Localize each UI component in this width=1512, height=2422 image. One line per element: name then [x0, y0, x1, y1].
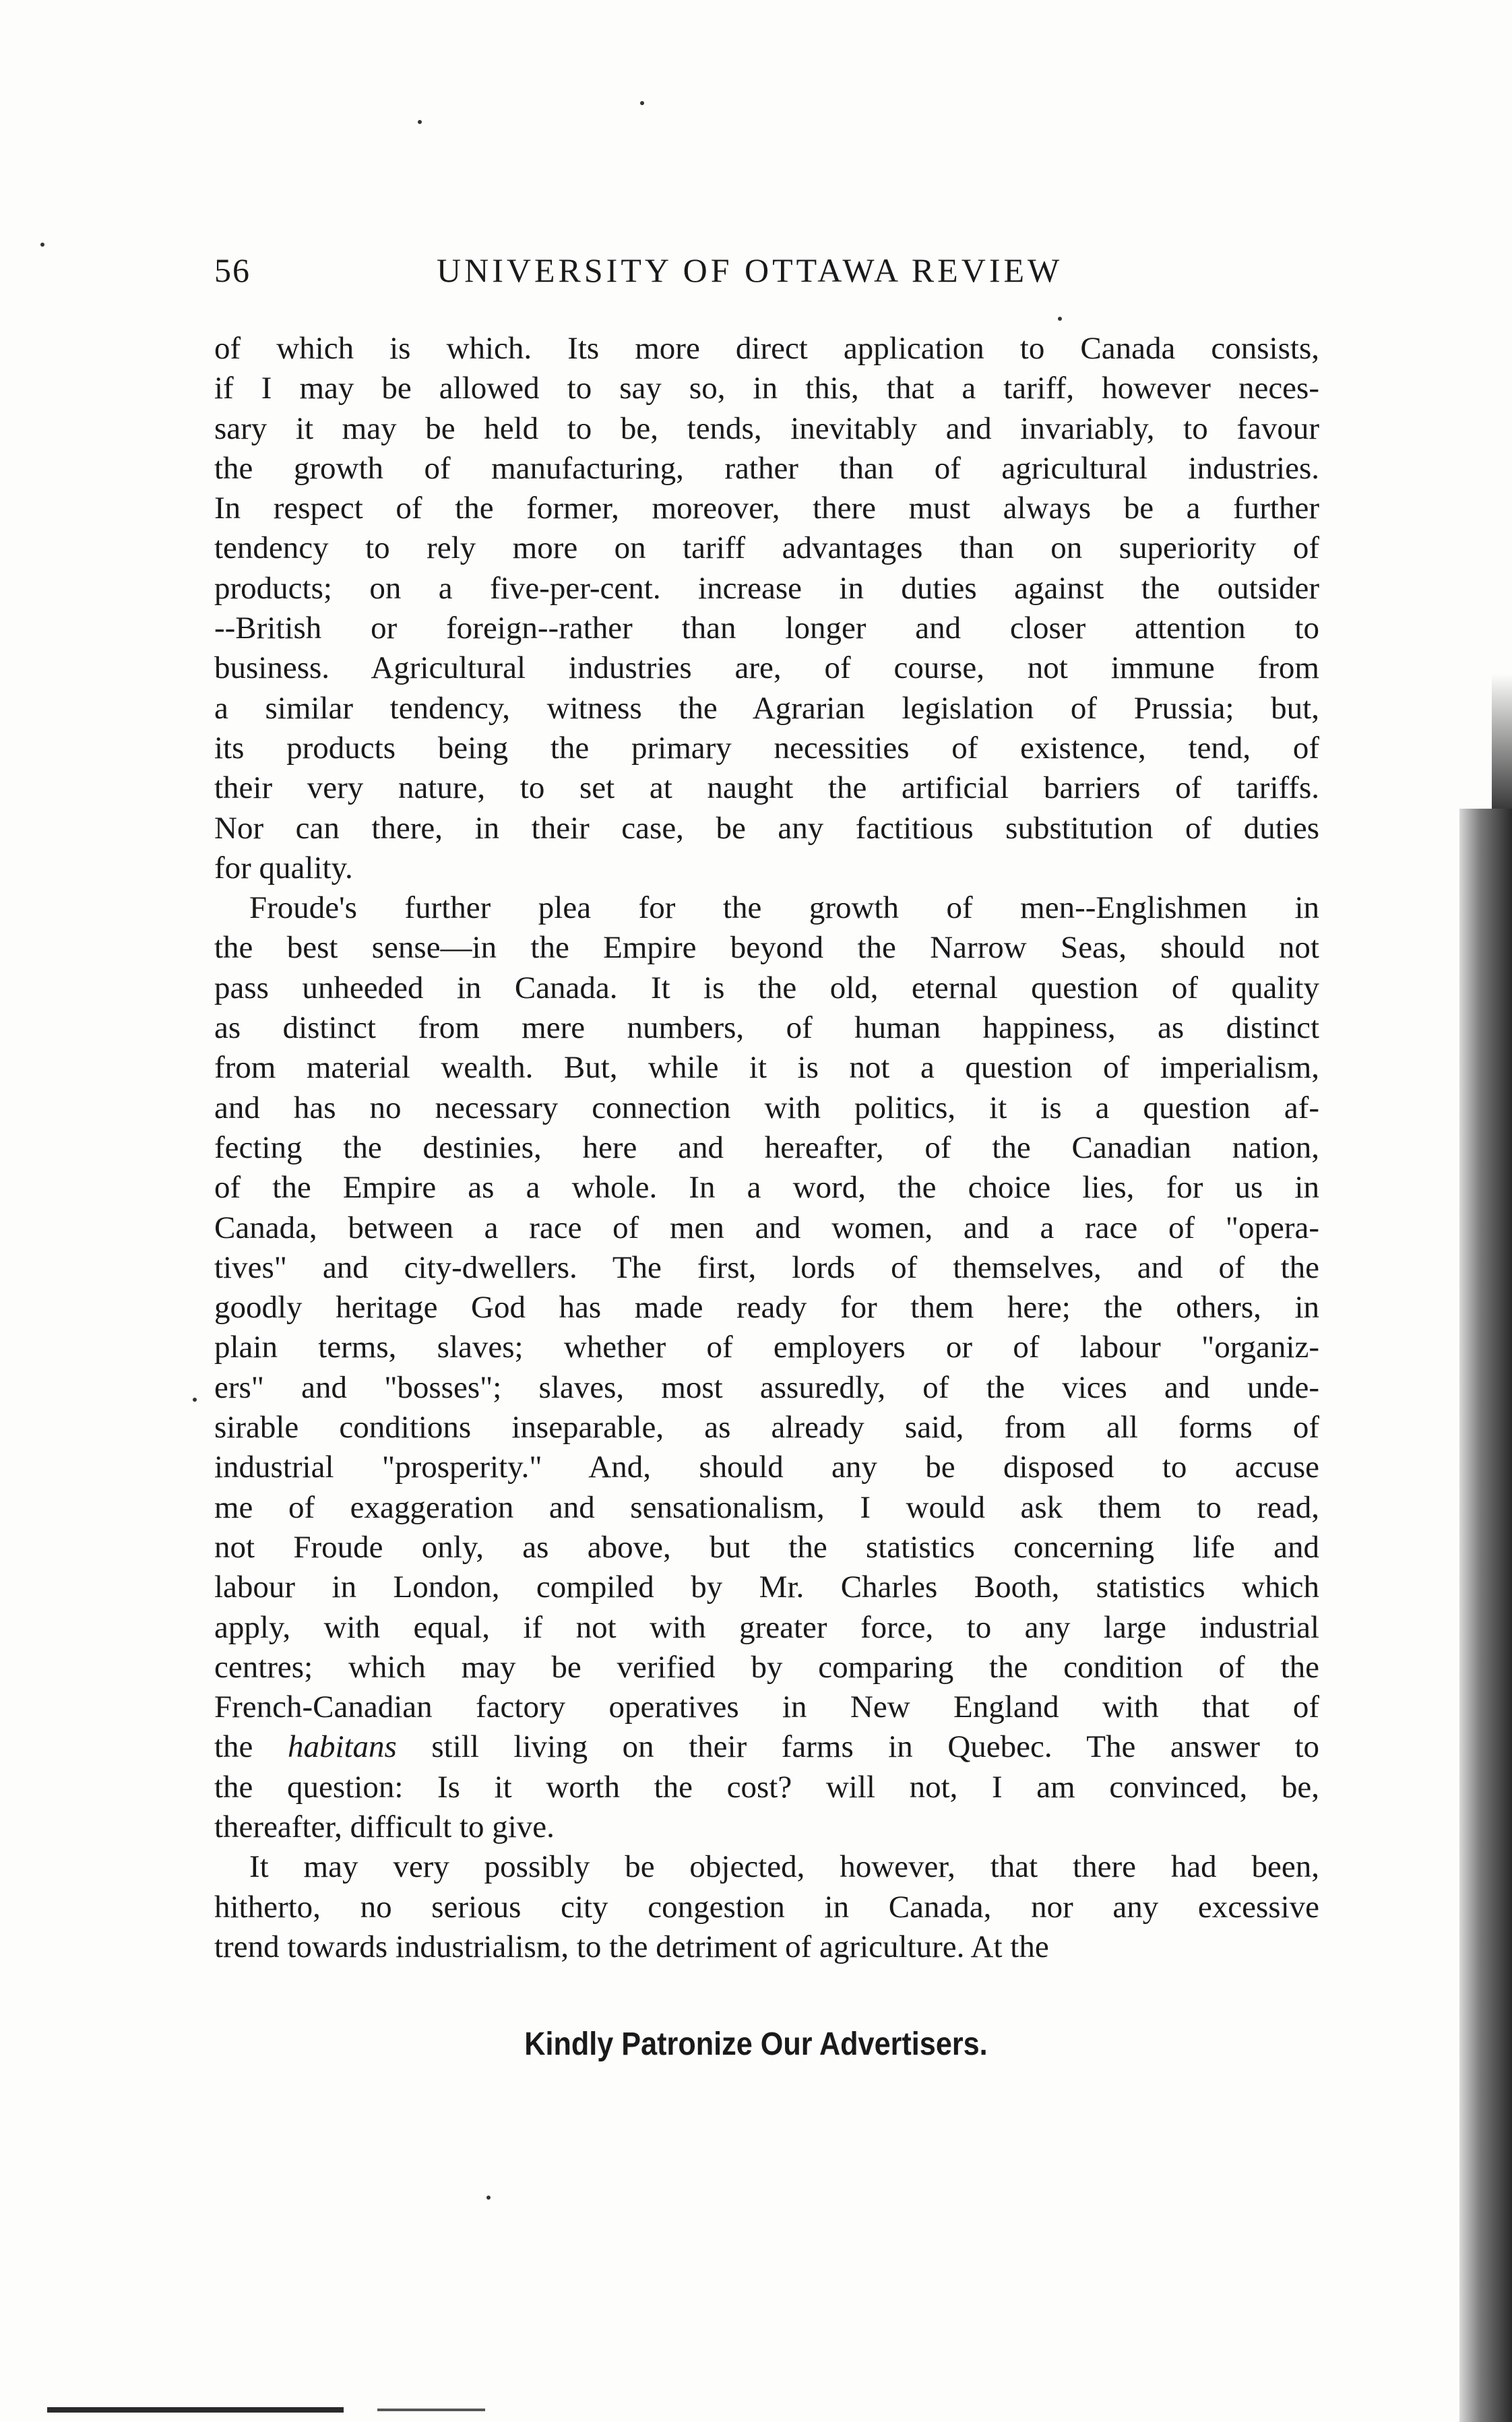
- text-line: fecting the destinies, here and hereafter, of the Canadian nation,: [214, 1129, 1319, 1165]
- scan-speck: [640, 101, 644, 105]
- text-line: me of exaggeration and sensationalism, I would ask them to read,: [214, 1489, 1319, 1525]
- text-line: if I may be allowed to say so, in this, that a tariff, however neces-: [214, 371, 1319, 406]
- text-line: the growth of manufacturing, rather than of agricultural industries.: [214, 450, 1319, 486]
- text-line: tendency to rely more on tariff advantages than on superiority of: [214, 530, 1319, 566]
- scan-speck: [486, 2196, 491, 2200]
- text-line: of which is which. Its more direct application to Canada consists,: [214, 331, 1319, 366]
- text-line: the habitans still living on their farms in Quebec. The answer to: [214, 1729, 1319, 1765]
- text-line: their very nature, to set at naught the artificial barriers of tariffs.: [214, 770, 1319, 806]
- paragraph: [214, 888, 1319, 1847]
- text-line: plain terms, slaves; whether of employers or of labour "organiz-: [214, 1330, 1319, 1365]
- text-line: centres; which may be verified by comparing the condition of the: [214, 1649, 1319, 1685]
- text-line: sirable conditions inseparable, as already said, from all forms of: [214, 1410, 1319, 1446]
- advertisers-note: Kindly Patronize Our Advertisers.: [524, 2026, 988, 2062]
- body-text: [214, 329, 1319, 1967]
- text-line: Nor can there, in their case, be any factitious substitution of duties: [214, 810, 1319, 846]
- text-line: ers" and "bosses"; slaves, most assuredly, of the vices and unde-: [214, 1369, 1319, 1405]
- text-line: hitherto, no serious city congestion in Canada, nor any excessive: [214, 1889, 1319, 1925]
- text-line: from material wealth. But, while it is not a question of imperialism,: [214, 1050, 1319, 1086]
- text-line: sary it may be held to be, tends, inevitably and invariably, to favour: [214, 410, 1319, 446]
- page-edge-shadow: [1459, 809, 1512, 2422]
- text-line: --British or foreign--rather than longer and closer attention to: [214, 611, 1319, 646]
- text-line: not Froude only, as above, but the statistics concerning life and: [214, 1529, 1319, 1565]
- scan-speck: [1058, 317, 1062, 321]
- bottom-edge-mark-secondary: [377, 2409, 485, 2411]
- text-line: and has no necessary connection with politics, it is a question af-: [214, 1090, 1319, 1125]
- text-line: pass unheeded in Canada. It is the old, eternal question of quality: [214, 970, 1319, 1005]
- page-number: 56: [214, 251, 251, 289]
- text-line: Froude's further plea for the growth of men--Englishmen in: [249, 890, 1319, 926]
- text-line: as distinct from mere numbers, of human happiness, as distinct: [214, 1010, 1319, 1046]
- text-line: the question: Is it worth the cost? will not, I am convinced, be,: [214, 1769, 1319, 1805]
- text-line: business. Agricultural industries are, of course, not immune from: [214, 650, 1319, 686]
- text-line: In respect of the former, moreover, there must always be a further: [214, 491, 1319, 526]
- text-line: French-Canadian factory operatives in New England with that of: [214, 1689, 1319, 1725]
- text-line: trend towards industrialism, to the detriment of agriculture. At the: [214, 1929, 1049, 1964]
- scan-speck: [418, 120, 422, 124]
- text-line: labour in London, compiled by Mr. Charles Booth, statistics which: [214, 1570, 1319, 1605]
- paragraph: [214, 1847, 1319, 1967]
- text-line: for quality.: [214, 850, 353, 886]
- text-line: It may very possibly be objected, however, that there had been,: [249, 1849, 1319, 1885]
- text-line: tives" and city-dwellers. The first, lords of themselves, and of the: [214, 1249, 1319, 1285]
- text-line: Canada, between a race of men and women, and a race of "opera-: [214, 1210, 1319, 1245]
- text-line: goodly heritage God has made ready for them here; the others, in: [214, 1290, 1319, 1326]
- text-line: thereafter, difficult to give.: [214, 1809, 555, 1844]
- bottom-edge-mark: [47, 2407, 344, 2413]
- scan-speck: [40, 243, 44, 247]
- text-line: industrial "prosperity." And, should any be disposed to accuse: [214, 1450, 1319, 1485]
- page-header: [214, 251, 1319, 305]
- scan-speck: [193, 1398, 197, 1402]
- text-line: apply, with equal, if not with greater force, to any large industrial: [214, 1609, 1319, 1645]
- text-line: of the Empire as a whole. In a word, the choice lies, for us in: [214, 1170, 1319, 1206]
- text-line: its products being the primary necessities of existence, tend, of: [214, 730, 1319, 766]
- running-title: UNIVERSITY OF OTTAWA REVIEW: [437, 251, 1063, 289]
- page-edge-shadow-top: [1492, 674, 1512, 809]
- text-line: the best sense—in the Empire beyond the Narrow Seas, should not: [214, 930, 1319, 966]
- text-line: a similar tendency, witness the Agrarian legislation of Prussia; but,: [214, 690, 1319, 726]
- paragraph: [214, 329, 1319, 888]
- text-line: products; on a five-per-cent. increase in duties against the outsider: [214, 570, 1319, 606]
